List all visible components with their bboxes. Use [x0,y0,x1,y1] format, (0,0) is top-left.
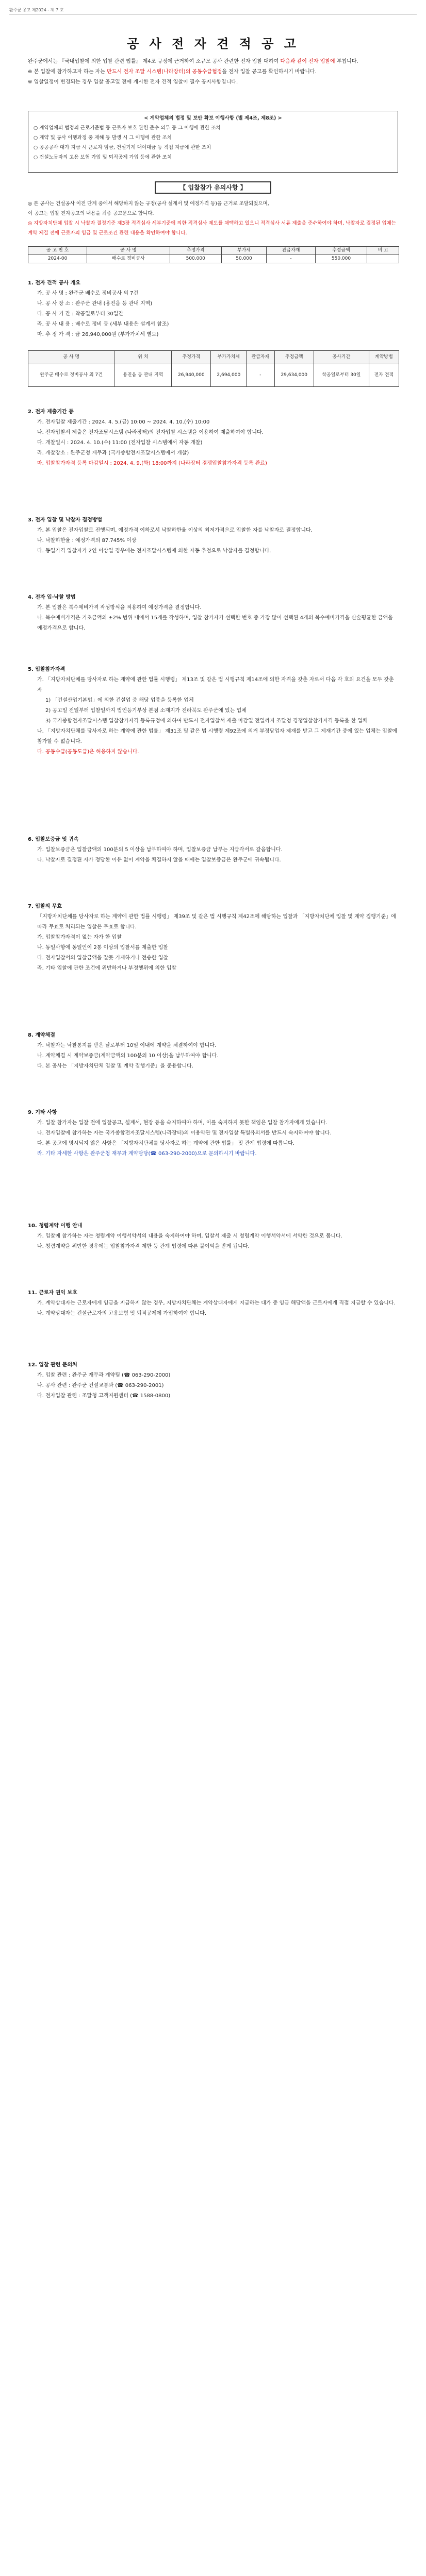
section-line: 2) 공고일 전일부터 입찰일까지 법인등기부상 본점 소재지가 전라북도 완주군에 있는 업체 [45,708,247,714]
notebox-title: < 계약업체의 법정 및 보안 확보 이행사항 (별 제4조, 제8조) > [144,115,282,121]
notice-number: 환주군 공고 제2024 - 제 7 호 [9,8,64,12]
section-line: 다. 공 사 기 간 : 착공일로부터 30일간 [37,311,124,317]
notebox-line: ○ 건설노동자의 고용 보험 가입 및 퇴직공제 가입 등에 관한 조치 [34,155,172,160]
summary-cell: 배수로 정비공사 [87,255,170,263]
section-line: 나. 복수예비가격은 기초금액의 ±2% 범위 내에서 15개를 작성하며, 입찰 참가자가 선택한 번호 중 가장 많이 선택된 4개의 복수예비가격을 산술평균한 금액을 예정가격으로 합니다. [37,615,393,631]
notebox-line: ○ 계약업체의 법정의 근로기준법 등 근로자 보호 관련 준수 의무 등 그 이행에 관한 조치 [34,125,221,131]
section-line: 가. 낙찰자는 낙찰통지를 받은 날로부터 10일 이내에 계약을 체결하여야 합니다. [37,1043,217,1048]
section-award-method [28,515,399,556]
summary-header: 공 사 명 [87,247,170,255]
summary-header: 추정금액 [315,247,367,255]
section-line: 나. 전자입찰에 참가하는 자는 국가종합전자조달시스템(나라장터)의 이용약관 및 전자입찰 특별유의서를 반드시 숙지하여야 합니다. [37,1130,332,1136]
section-title: 9. 기타 사항 [28,1110,57,1115]
section-bid-method [28,592,399,634]
intro-highlight-2: 반드시 전자 조달 시스템(나라장터)의 공동수급협정 [107,69,222,75]
section-line-highlight: 마. 입찰참가자격 등록 마감일시 : 2024. 4. 9.(화) 18:00까지 (나라장터 경쟁입찰참가자격 등록 완료) [37,461,267,466]
section-line: 다. 전자입찰서의 입찰금액을 잘못 기재하거나 전송한 입찰 [37,955,169,961]
bid-notice-text [28,199,399,238]
section-title: 5. 입찰참가자격 [28,667,65,672]
info-line-highlight: ◎ 지방자치단체 입찰 시 낙찰자 결정기준 제3장 적격심사 세부기준에 의한 적격심사 제도를 채택하고 있으니 적격심사 서류 제출을 준수하여야 하며, 낙찰자로 결정된 업체는 계약 체결 전에 근로자의 임금 및 근로조건 관련 내용을 확인하여야 합니다. [28,221,396,236]
section-title: 12. 입찰 관련 문의처 [28,1362,77,1368]
section-contacts [28,1360,399,1401]
section-line: 나. 「지방자치단체를 당사자로 하는 계약에 관한 법률」 제31조 및 같은 법 시행령 제92조에 의거 부정당업자 제재를 받고 그 제재기간 중에 있는 업체는 입찰에 참가할 수 없습니다. [37,728,398,744]
bid-header: 계약방법 [369,351,399,364]
section-title: 3. 전자 입찰 및 낙찰자 결정방법 [28,517,103,523]
summary-header: 추정가격 [170,247,221,255]
section-title: 2. 전자 제출기간 등 [28,409,74,415]
section-line: 1) 「건설산업기본법」에 의한 건설업 중 해당 업종을 등록한 업체 [45,698,194,703]
section-line: 가. 공 사 명 : 완주군 배수로 정비공사 외 7건 [37,291,139,296]
bid-cell: 29,634,000 [274,364,314,387]
section-worker-rights [28,1288,399,1319]
summary-header: 공 고 번 호 [28,247,87,255]
bid-cell: 완주군 배수로 정비공사 외 7건 [28,364,114,387]
section-integrity [28,1221,399,1252]
bid-header: 공 사 명 [28,351,114,364]
section-line: 나. 계약체결 시 계약보증금(계약금액의 100분의 10 이상)을 납부하여야 합니다. [37,1053,219,1059]
section-line: 나. 계약상대자는 건설근로자의 고용보험 및 퇴직공제에 가입하여야 합니다. [37,1311,207,1316]
section-title: 10. 청렴계약 이행 안내 [28,1223,83,1229]
bid-header: 공사기간 [314,351,369,364]
section-line: 라. 개찰장소 : 완주군청 재무과 (국가종합전자조달시스템에서 개찰) [37,450,189,456]
bid-cell: 26,940,000 [172,364,211,387]
intro-paragraph [28,57,399,88]
contractor-obligations-box [28,111,398,173]
section-line: 라. 기타 입찰에 관한 조건에 위반하거나 부정행위에 의한 입찰 [37,965,177,971]
bid-cell: 전자 견적 [369,364,399,387]
summary-header: 비 고 [367,247,399,255]
summary-header: 관급자재 [267,247,316,255]
section-line: 마. 추 정 가 격 : 금 26,940,000원 (부가가치세 별도) [37,332,159,337]
section-line: 나. 낙찰자로 결정된 자가 정당한 이유 없이 계약을 체결하지 않을 때에는 입찰보증금은 완주군에 귀속됩니다. [37,857,281,863]
section-contract [28,1030,399,1072]
section-line: 가. 계약상대자는 근로자에게 임금을 지급하지 않는 경우, 지방자치단체는 계약상대자에게 지급하는 대가 중 임금 해당액을 근로자에게 직접 지급할 수 있습니다. [37,1300,396,1306]
section-line: 가. 본 입찰은 복수예비가격 작성방식을 적용하여 예정가격을 결정합니다. [37,605,202,611]
section-line: 가. 「지방자치단체를 당사자로 하는 계약에 관한 법률 시행령」 제13조 및 같은 법 시행규칙 제14조에 의한 자격을 갖춘 자로서 다음 각 호의 요건을 모두 갖춘 자 [37,677,394,693]
summary-cell: - [267,255,316,263]
summary-table [28,246,399,263]
section-title: 1. 전자 견적 공사 개요 [28,280,80,286]
intro-line-3: ※ 입찰일정이 변경되는 경우 입찰 공고일 전에 게시한 전자 견적 입찰이 필수 공지사항입니다. [28,79,238,85]
section-line: 다. 동일가격 입찰자가 2인 이상일 경우에는 전자조달시스템에 의한 자동 추첨으로 낙찰자를 결정합니다. [37,548,271,554]
section-line: 가. 본 입찰은 전자입찰로 진행되며, 예정가격 이하로서 낙찰하한율 이상의 최저가격으로 입찰한 자를 낙찰자로 결정합니다. [37,528,313,533]
section-line: 다. 본 공사는 「지방자치단체 입찰 및 계약 집행기준」을 준용합니다. [37,1063,193,1069]
notebox-line: ○ 공공공사 대가 지급 시 근로자 임금, 건설기계 대여대금 등 직접 지급에 관한 조치 [34,145,211,150]
intro-line-1: 완주군에서는 『국내입찰에 의한 입찰 관련 법률』 제4조 규정에 근거하여 소규모 공사 관련한 전자 입찰 대하여 다음과 같이 전자 입찰에 부칩니다. [28,59,358,64]
document-header-bar [9,7,417,14]
section-title: 7. 입찰의 무효 [28,904,62,909]
section-line-contact: 라. 기타 자세한 사항은 완주군청 재무과 계약담당(☎ 063-290-2000)으로 문의하시기 바랍니다. [37,1151,257,1157]
section-line-highlight: 다. 공동수급(공동도급)은 허용하지 않습니다. [37,749,139,755]
bid-cell: 2,694,000 [211,364,247,387]
section-line: 나. 낙찰하한율 : 예정가격의 87.745% 이상 [37,538,137,544]
section-line: 가. 입찰 관련 : 완주군 재무과 계약팀 (☎ 063-290-2000) [37,1372,171,1378]
summary-cell: 2024-00 [28,255,87,263]
section-line: 가. 전자입찰 제출기간 : 2024. 4. 5.(금) 10:00 ~ 2024. 4. 10.(수) 10:00 [37,419,210,425]
section-misc [28,1108,399,1159]
summary-cell: 500,000 [170,255,221,263]
section-title: 11. 근로자 권익 보호 [28,1290,77,1296]
section-line: 가. 입찰참가자격이 없는 자가 한 입찰 [37,935,122,940]
document-title: 공 사 전 자 견 적 공 고 [127,36,299,51]
section-line: 다. 전자입찰 관련 : 조달청 고객지원센터 (☎ 1588-0800) [37,1393,171,1399]
section-schedule [28,407,399,469]
summary-cell [367,255,399,263]
section-line: 가. 입찰에 참가하는 자는 청렴계약 이행서약서의 내용을 숙지하여야 하며, 입찰서 제출 시 청렴계약 이행서약서에 서약한 것으로 봅니다. [37,1233,342,1239]
bid-header: 추정금액 [274,351,314,364]
section-line: 가. 입찰 참가자는 입찰 전에 입찰공고, 설계서, 현장 등을 숙지하여야 하며, 이를 숙지하지 못한 책임은 입찰 참가자에게 있습니다. [37,1120,327,1126]
bid-header: 추정가격 [172,351,211,364]
info-line: 이 공고는 입찰 전자공고의 내용을 최종 공고문으로 합니다. [28,211,154,216]
bid-header: 관급자재 [247,351,274,364]
bid-notice-heading: 【 입찰참가 유의사항 】 [155,181,271,194]
intro-highlight: 다음과 같이 전자 입찰에 [280,59,335,64]
section-title: 6. 입찰보증금 및 귀속 [28,837,79,842]
bid-detail-table [28,350,399,387]
section-line: 「지방자치단체를 당사자로 하는 계약에 관한 법률 시행령」 제39조 및 같은 법 시행규칙 제42조에 해당하는 입찰과 「지방자치단체 입찰 및 계약 집행기준」에 따라 무효로 처리되는 입찰은 무효로 합니다. [37,914,396,930]
bid-header: 위 치 [114,351,172,364]
bid-header: 부가가치세 [211,351,247,364]
summary-cell: 50,000 [221,255,266,263]
section-qualification [28,665,399,757]
summary-cell: 550,000 [315,255,367,263]
section-overview [28,278,399,340]
bid-cell: - [247,364,274,387]
section-line: 다. 본 공고에 명시되지 않은 사항은 「지방자치단체를 당사자로 하는 계약에 관한 법률」 및 관계 법령에 따릅니다. [37,1141,295,1146]
section-invalid-bids [28,902,399,974]
section-line: 라. 공 사 내 용 : 배수로 정비 등 (세부 내용은 설계서 참조) [37,321,169,327]
section-line: 나. 청렴계약을 위반한 경우에는 입찰참가자격 제한 등 관계 법령에 따른 불이익을 받게 됩니다. [37,1244,250,1249]
bid-cell: 용진읍 등 관내 지역 [114,364,172,387]
section-line: 가. 입찰보증금은 입찰금액의 100분의 5 이상을 납부하여야 하며, 입찰보증금 납부는 지급각서로 갈음합니다. [37,847,283,853]
section-line: 나. 동일사항에 동일인이 2통 이상의 입찰서를 제출한 입찰 [37,945,168,951]
section-line: 나. 전자입찰서 제출은 전자조달시스템 (나라장터)의 전자입찰 시스템을 이용하여 제출하여야 합니다. [37,430,264,435]
section-title: 8. 계약체결 [28,1032,55,1038]
section-line: 3) 국가종합전자조달시스템 입찰참가자격 등록규정에 의하여 반드시 전자입찰서 제출 마감일 전일까지 조달청 경쟁입찰참가자격 등록을 한 업체 [45,718,368,724]
section-title: 4. 전자 입·낙찰 방법 [28,595,76,600]
section-line: 나. 공사 관련 : 완주군 건설교통과 (☎ 063-290-2001) [37,1383,164,1388]
section-line: 나. 공 사 장 소 : 완주군 관내 (용진읍 등 관내 지역) [37,301,153,307]
info-line: ◎ 본 공사는 건설공사 이전 단계 중에서 해당하지 않는 규정(공사 설계서 및 예정가격 등)을 근거로 조달되었으며, [28,201,269,207]
intro-line-2: ※ 본 입찰에 참가하고자 하는 자는 반드시 전자 조달 시스템(나라장터)의 공동수급협정을 전자 입찰 공고를 확인하시기 바랍니다. [28,69,317,75]
section-line: 다. 개찰일시 : 2024. 4. 10.(수) 11:00 (전자입찰 시스템에서 자동 개찰) [37,440,203,446]
notebox-line: ○ 계약 및 공사 이행과정 중 재해 등 발생 시 그 이행에 관한 조치 [34,135,172,141]
summary-header: 부가세 [221,247,266,255]
bid-cell: 착공일로부터 30일 [314,364,369,387]
section-deposit [28,835,399,866]
